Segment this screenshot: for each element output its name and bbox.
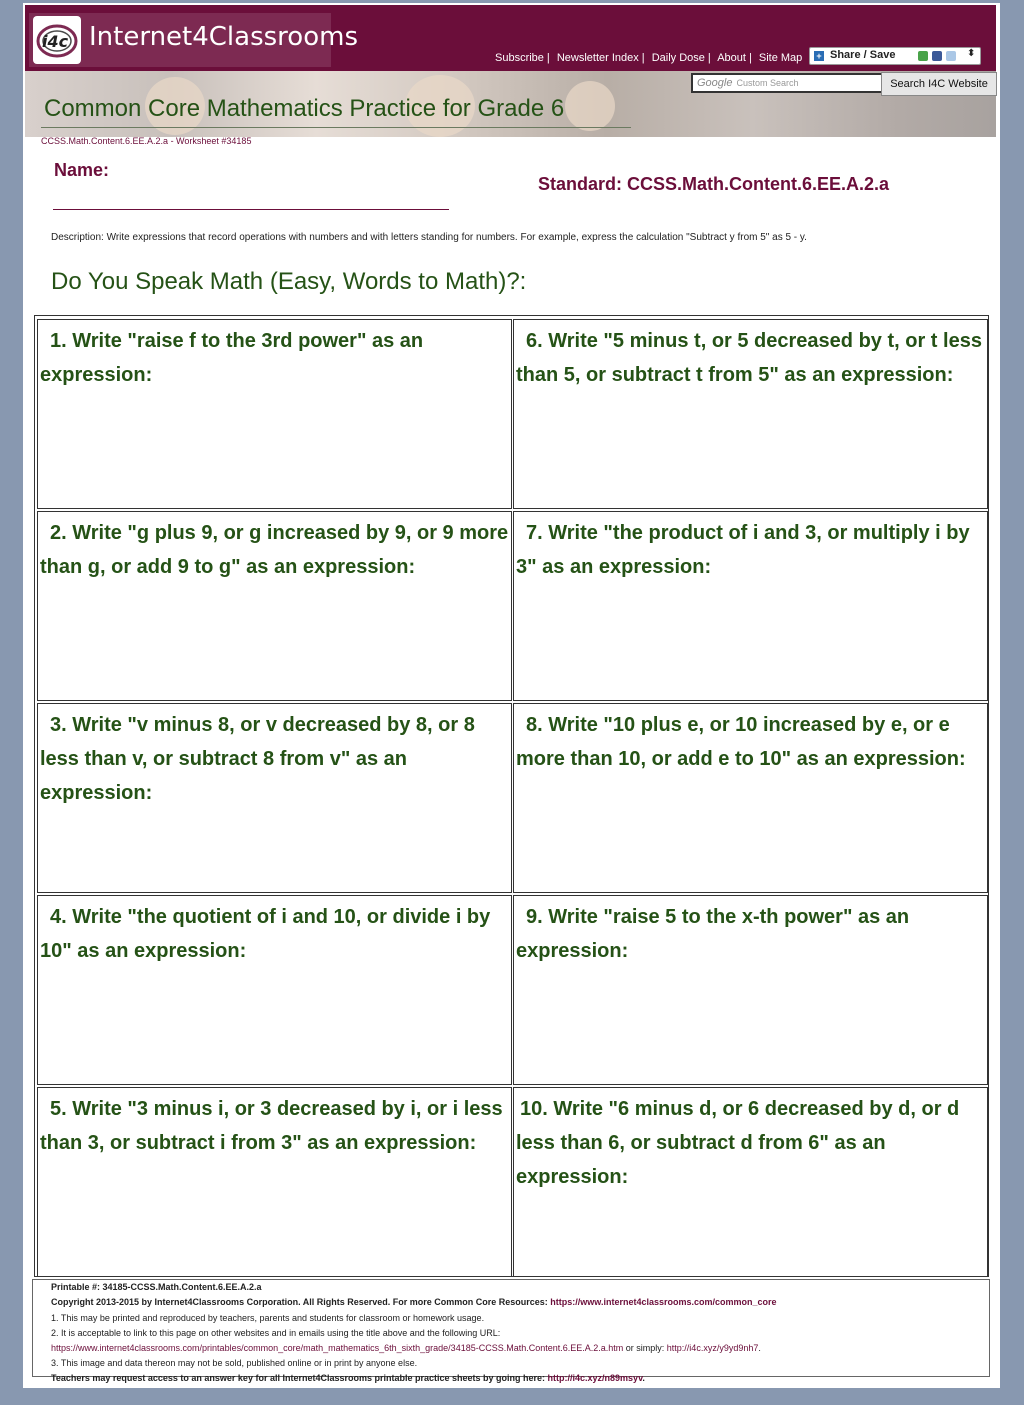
question-text: 7. Write "the product of i and 3, or multiply i by 3" as an expression: <box>516 522 970 578</box>
chevron-updown-icon: ⬍ <box>967 48 976 59</box>
question-text: 10. Write "6 minus d, or 6 decreased by d, or d less than 6, or subtract d from 6" as an expression: <box>516 1098 960 1188</box>
common-core-link[interactable]: https://www.internet4classrooms.com/common_core <box>550 1297 777 1307</box>
question-text: 9. Write "raise 5 to the x-th power" as an expression: <box>516 906 910 962</box>
question-text: 8. Write "10 plus e, or 10 increased by e, or e more than 10, or add e to 10" as an expression: <box>516 714 966 770</box>
questions-grid <box>34 315 989 1277</box>
footer-note-1: 1. This may be printed and reproduced by teachers, parents and students for classroom or homework usage. <box>51 1313 485 1323</box>
header-banner <box>25 71 996 137</box>
description: Description: Write expressions that record operations with numbers and with letters standing for numbers. For example, express the calculation "Subtract y from 5" as 5 - y. <box>51 232 807 243</box>
question-cell <box>513 511 988 701</box>
question-cell <box>513 703 988 893</box>
search-button[interactable]: Search I4C Website <box>881 72 997 96</box>
search-input[interactable] <box>691 73 883 93</box>
name-line <box>53 209 449 210</box>
header-bar <box>25 5 996 71</box>
logo-badge-icon <box>33 16 81 64</box>
page-title: Common Core Mathematics Practice for Grade 6 <box>44 95 565 122</box>
facebook-icon <box>932 51 942 61</box>
nav-subscribe[interactable]: Subscribe <box>495 52 544 64</box>
url-period: . <box>758 1343 761 1353</box>
question-cell <box>513 1087 988 1277</box>
page <box>23 3 1000 1388</box>
share-plus-icon: + <box>814 51 824 61</box>
logo-badge-text: i4c <box>42 32 69 51</box>
email-share-icon <box>918 51 928 61</box>
footer-note-2: 2. It is acceptable to link to this page on other websites and in emails using the title above and the following URL: <box>51 1328 501 1338</box>
question-cell <box>513 895 988 1085</box>
nav-newsletter-index[interactable]: Newsletter Index <box>556 52 639 64</box>
footer-note-3: 3. This image and data thereon may not be sold, published online or in print by anyone else. <box>51 1358 418 1368</box>
question-text: 5. Write "3 minus i, or 3 decreased by i, or i less than 3, or subtract i from 3" as an expression: <box>40 1098 503 1154</box>
printable-number: Printable #: 34185-CCSS.Math.Content.6.EE.A.2.a <box>51 1282 262 1292</box>
question-cell <box>37 703 512 893</box>
title-underline <box>41 127 631 128</box>
url-or-text: or simply: <box>623 1343 667 1353</box>
share-label: Share / Save <box>830 49 896 61</box>
question-text: 4. Write "the quotient of i and 10, or divide i by 10" as an expression: <box>40 906 491 962</box>
section-title: Do You Speak Math (Easy, Words to Math)?: <box>51 268 527 295</box>
short-url-link[interactable]: http://i4c.xyz/y9yd9nh7 <box>666 1343 759 1353</box>
logo-text: Internet4Classrooms <box>89 22 358 52</box>
standard-label: Standard: CCSS.Math.Content.6.EE.A.2.a <box>538 174 890 194</box>
question-text: 2. Write "g plus 9, or g increased by 9, or 9 more than g, or add 9 to g" as an expression: <box>40 522 509 578</box>
breadcrumb: CCSS.Math.Content.6.EE.A.2.a - Worksheet #34185 <box>41 136 252 146</box>
answer-period: . <box>642 1373 645 1383</box>
nav-about[interactable]: About <box>717 52 746 64</box>
copyright-line <box>51 1297 777 1307</box>
nav-daily-dose[interactable]: Daily Dose <box>651 52 705 64</box>
site-logo[interactable] <box>29 13 358 67</box>
question-cell <box>37 511 512 701</box>
question-cell <box>37 319 512 509</box>
banner-photo-face <box>565 81 615 131</box>
teachers-text: Teachers may request access to an answer key for all Internet4Classrooms printable practice sheets by going here: <box>51 1373 548 1383</box>
top-nav: Subscribe | Newsletter Index | Daily Dose | About | Site Map <box>495 52 803 64</box>
page-url-link[interactable]: https://www.internet4classrooms.com/printables/common_core/math_mathematics_6th_sixth_grade/34185-CCSS.Math.Content.6.EE.A.2.a.htm <box>51 1343 624 1353</box>
name-label: Name: <box>54 160 110 180</box>
answer-key-link[interactable]: http://i4c.xyz/n89msyv <box>547 1373 643 1383</box>
question-cell <box>37 895 512 1085</box>
twitter-icon <box>946 51 956 61</box>
search-placeholder: Custom Search <box>736 78 799 88</box>
footer-url-line <box>51 1343 761 1353</box>
answer-key-line <box>51 1373 645 1383</box>
question-cell <box>37 1087 512 1277</box>
question-text: 3. Write "v minus 8, or v decreased by 8, or 8 less than v, or subtract 8 from v" as an expression: <box>40 714 475 804</box>
google-logo: Google <box>697 77 733 89</box>
question-text: 6. Write "5 minus t, or 5 decreased by t, or t less than 5, or subtract t from 5" as an expression: <box>516 330 982 386</box>
share-save-button[interactable] <box>809 47 981 65</box>
question-text: 1. Write "raise f to the 3rd power" as an expression: <box>40 330 424 386</box>
copyright-text: Copyright 2013-2015 by Internet4Classrooms Corporation. All Rights Reserved. For more Common Core Resources: <box>51 1297 551 1307</box>
nav-site-map[interactable]: Site Map <box>758 52 803 64</box>
question-cell <box>513 319 988 509</box>
